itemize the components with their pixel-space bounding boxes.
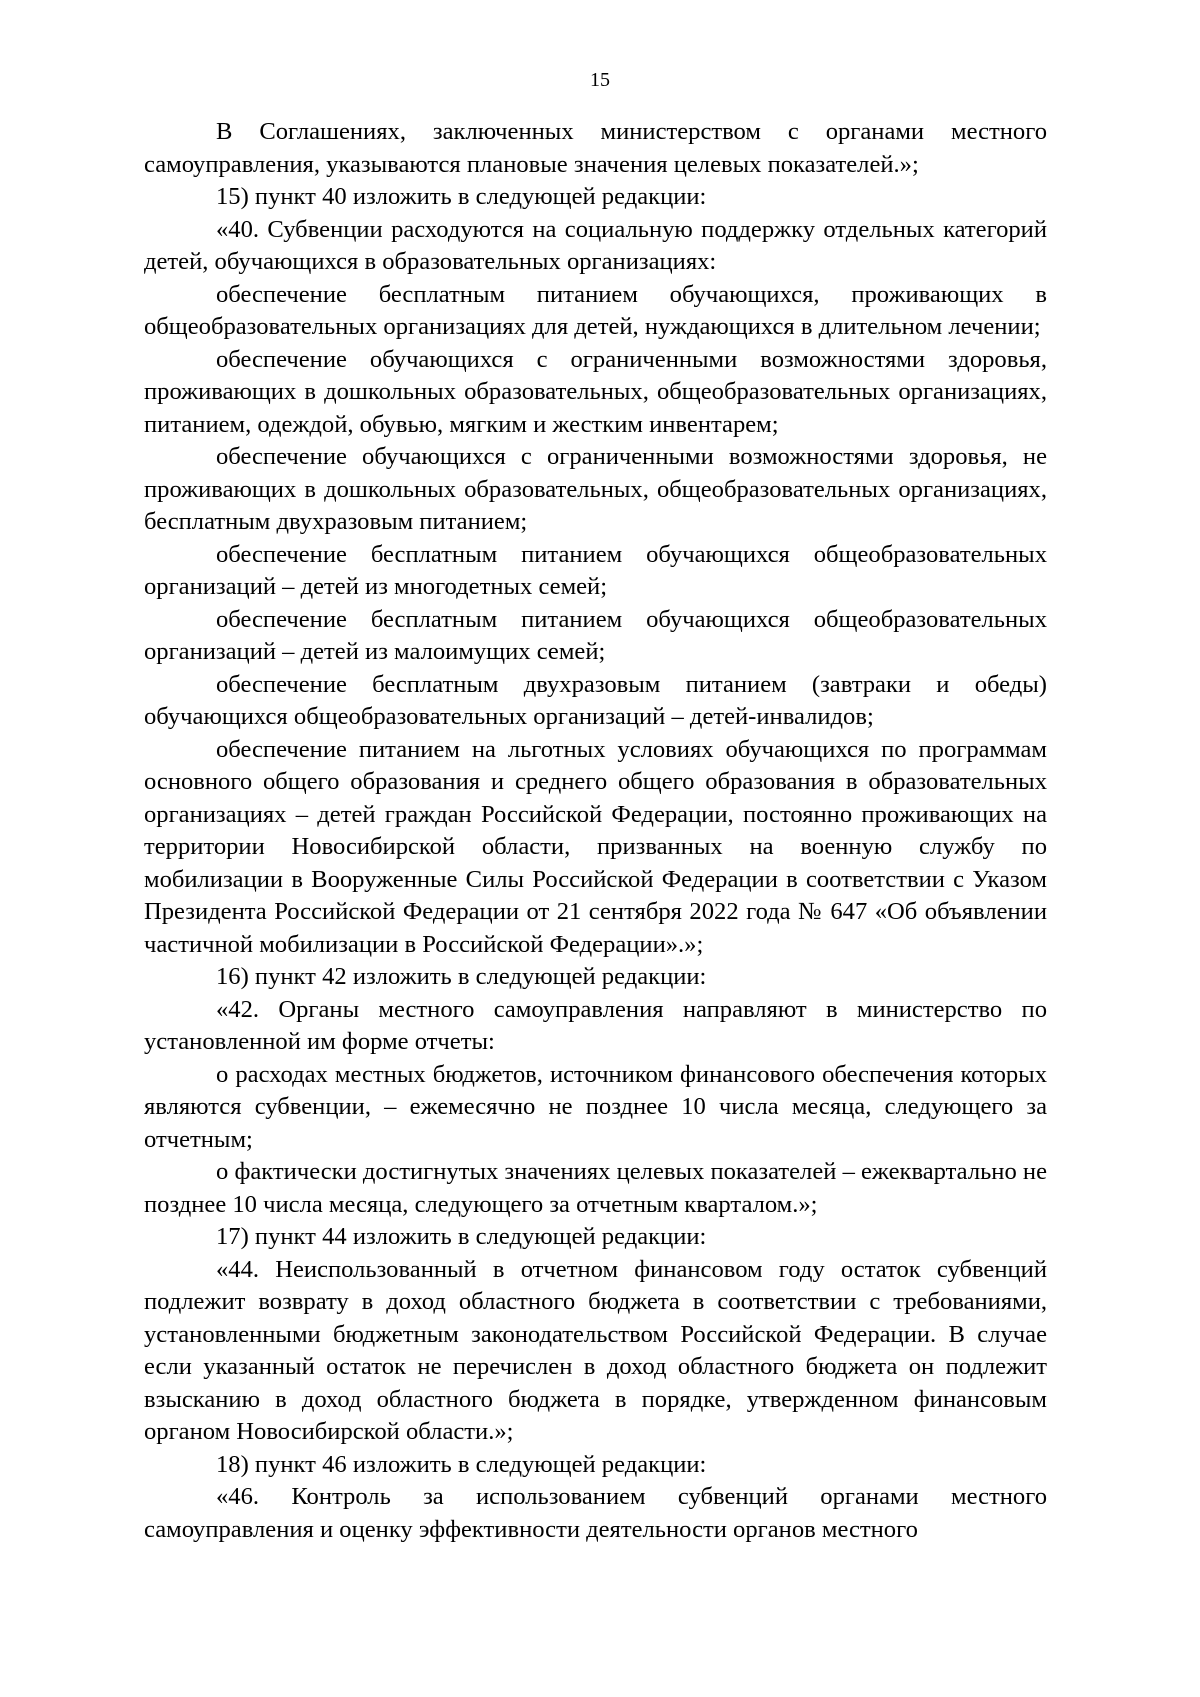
paragraph-mobilized-families: обеспечение питанием на льготных условиях обучающихся по программам основного общего образования и среднего общего образования в образовательных организациях – детей граждан Российской Федерации, постоянно проживающих на территории Новосибирской области, призванных на военную службу по мобилизации в Вооруженные Силы Российской Федерации в соответствии с Указом Президента Российской Федерации от 21 сентября 2022 года № 647 «Об объявлении частичной мобилизации в Российской Федерации».»;: [144, 735, 1047, 958]
paragraph-disabled-residing: обеспечение обучающихся с ограниченными возможностями здоровья, проживающих в дошкольных образовательных, общеобразовательных организациях, питанием, одеждой, обувью, мягким и жестким инвентарем;: [144, 345, 1047, 438]
paragraph-free-meals-long-treatment: обеспечение бесплатным питанием обучающихся, проживающих в общеобразовательных организациях для детей, нуждающихся в длительном лечении;: [144, 280, 1047, 340]
paragraph-item-15: 15) пункт 40 изложить в следующей редакции:: [216, 183, 707, 210]
paragraph-item-17: 17) пункт 44 изложить в следующей редакции:: [216, 1223, 707, 1250]
paragraph-clause-46: «46. Контроль за использованием субвенций органами местного самоуправления и оценку эффективности деятельности органов местного: [144, 1483, 1047, 1543]
paragraph-low-income: обеспечение бесплатным питанием обучающихся общеобразовательных организаций – детей из малоимущих семей;: [144, 605, 1047, 665]
paragraph-children-disabilities: обеспечение бесплатным двухразовым питанием (завтраки и обеды) обучающихся общеобразовательных организаций – детей-инвалидов;: [144, 670, 1047, 730]
page-number: 15: [590, 69, 610, 91]
paragraph-agreements: В Соглашениях, заключенных министерством с органами местного самоуправления, указываются плановые значения целевых показателей.»;: [144, 118, 1047, 178]
paragraph-item-16: 16) пункт 42 изложить в следующей редакции:: [216, 963, 707, 990]
document-body: [144, 116, 1047, 1546]
paragraph-disabled-not-residing: обеспечение обучающихся с ограниченными возможностями здоровья, не проживающих в дошкольных образовательных, общеобразовательных организациях, бесплатным двухразовым питанием;: [144, 443, 1047, 535]
paragraph-target-reports: о фактически достигнутых значениях целевых показателей – ежеквартально не позднее 10 числа месяца, следующего за отчетным кварталом.»;: [144, 1158, 1047, 1218]
paragraph-large-families: обеспечение бесплатным питанием обучающихся общеобразовательных организаций – детей из многодетных семей;: [144, 540, 1047, 600]
paragraph-clause-44: «44. Неиспользованный в отчетном финансовом году остаток субвенций подлежит возврату в доход областного бюджета в соответствии с требованиями, установленными бюджетным законодательством Российской Федерации. В случае если указанный остаток не перечислен в доход областного бюджета он подлежит взысканию в доход областного бюджета в порядке, утвержденном финансовым органом Новосибирской области.»;: [144, 1255, 1047, 1445]
paragraph-clause-42: «42. Органы местного самоуправления направляют в министерство по установленной им форме отчеты:: [144, 995, 1047, 1055]
paragraph-expense-reports: о расходах местных бюджетов, источником финансового обеспечения которых являются субвенции, – ежемесячно не позднее 10 числа месяца, следующего за отчетным;: [144, 1060, 1047, 1153]
paragraph-item-18: 18) пункт 46 изложить в следующей редакции:: [216, 1450, 707, 1478]
paragraph-clause-40: «40. Субвенции расходуются на социальную поддержку отдельных категорий детей, обучающихся в образовательных организациях:: [144, 215, 1047, 275]
